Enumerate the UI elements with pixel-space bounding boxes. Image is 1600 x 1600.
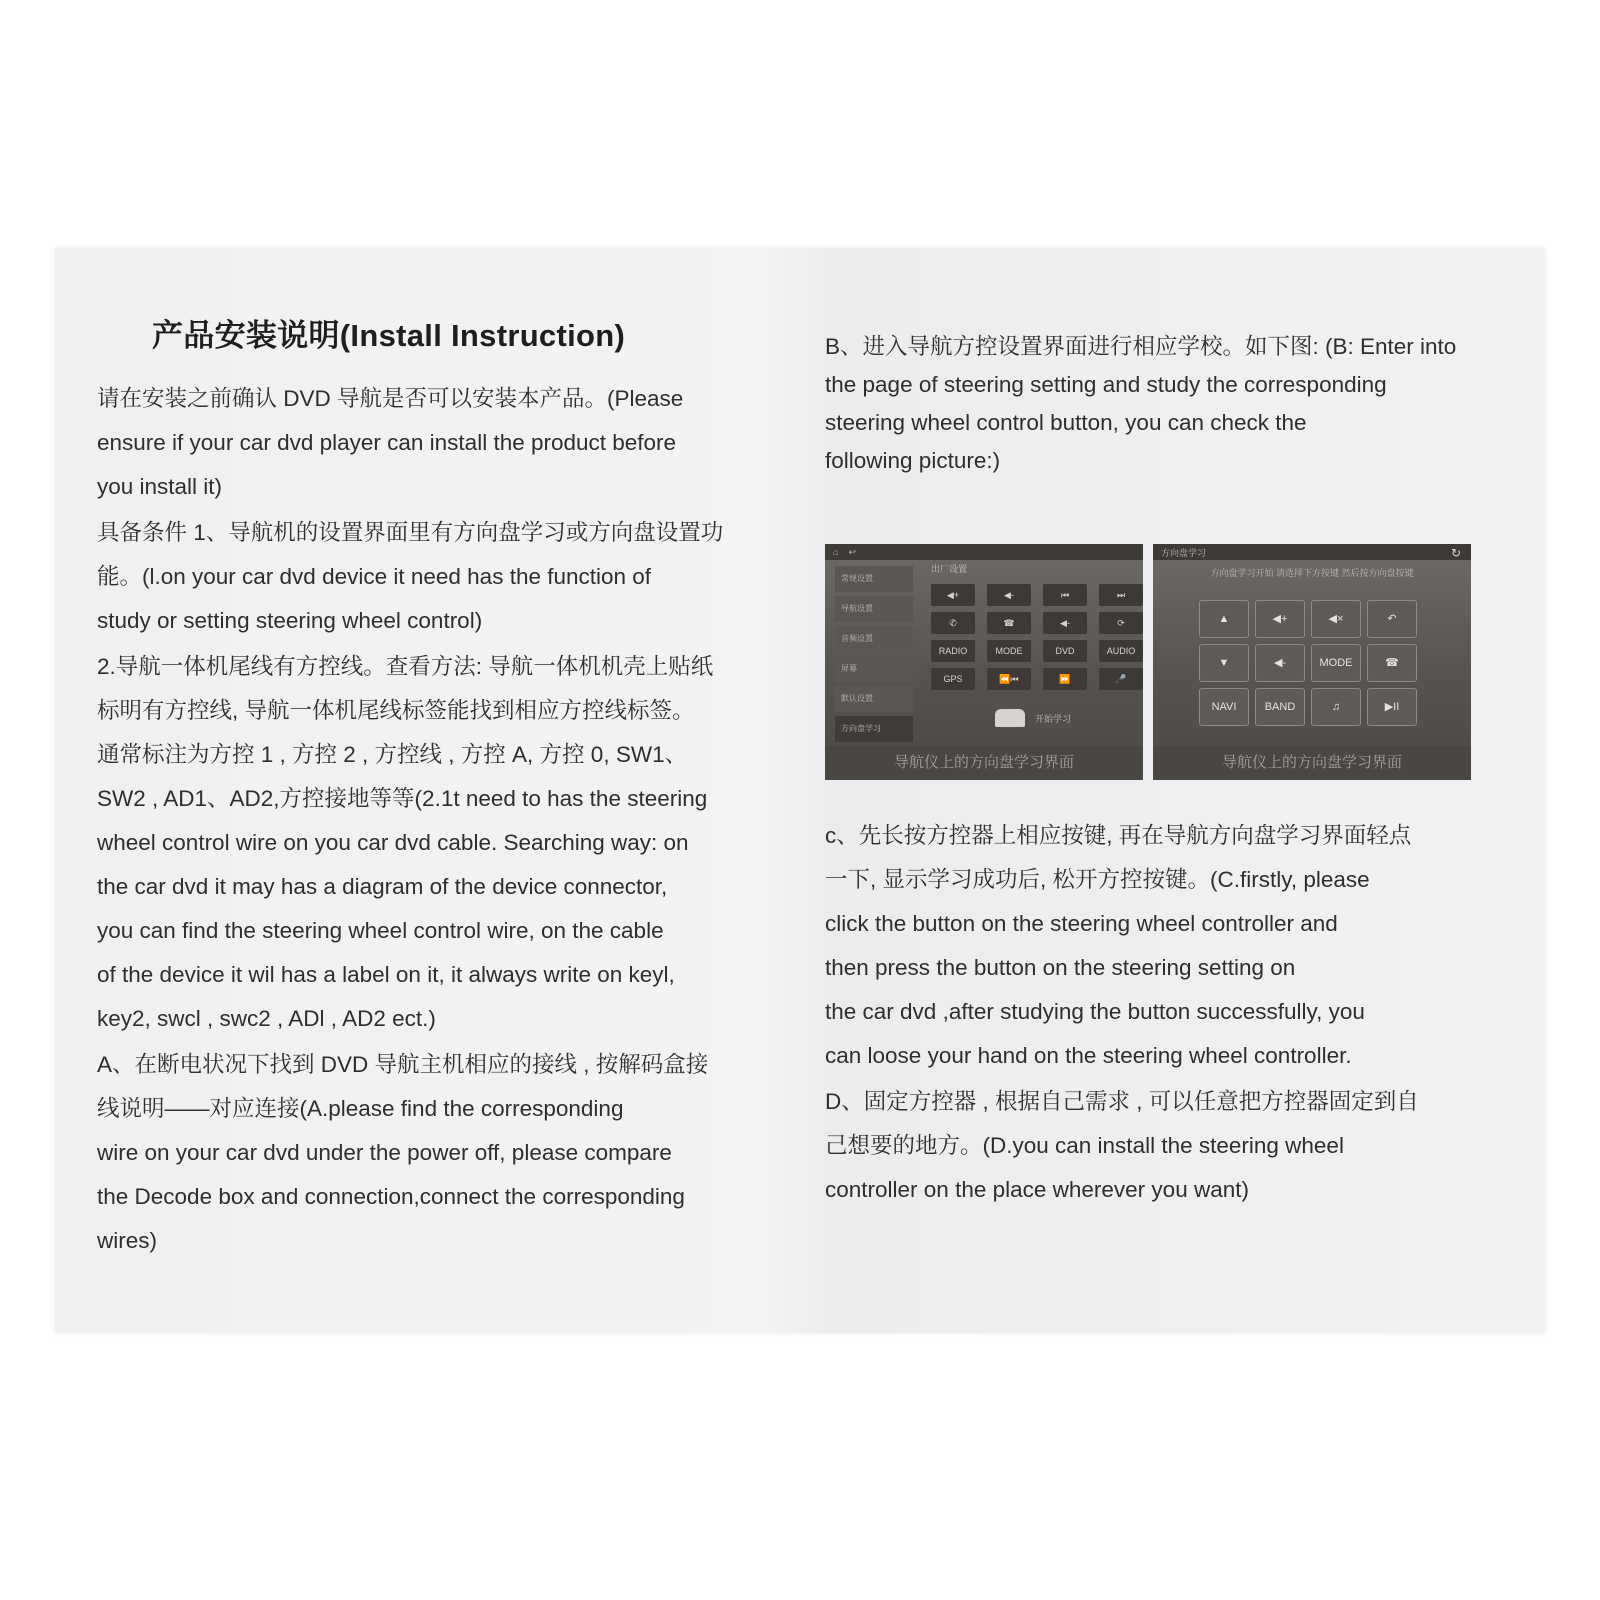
- menu-item: 默认设置: [835, 686, 913, 712]
- text-line: 标明有方控线, 导航一体机尾线标签能找到相应方控线标签。: [97, 698, 695, 723]
- status-bar: [1153, 544, 1471, 560]
- para-step-b: [825, 328, 1495, 480]
- learning-screen-image: [1153, 544, 1471, 780]
- key: ◀+: [931, 584, 975, 606]
- key: NAVI: [1199, 688, 1249, 726]
- key: ♫: [1311, 688, 1361, 726]
- screenshot-pair: [825, 544, 1495, 780]
- left-column: [97, 310, 747, 1263]
- text-line: SW2 , AD1、AD2,方控接地等等(2.1t need to has the steering: [97, 786, 708, 811]
- status-bar: [825, 544, 1143, 560]
- key: ⏮: [1043, 584, 1087, 606]
- menu-item: 常规设置: [835, 566, 913, 592]
- key: 🎤: [1099, 668, 1143, 690]
- right-column: [825, 328, 1495, 1212]
- text-line: you install it): [97, 474, 223, 499]
- text-line: 通常标注为方控 1 , 方控 2 , 方控线 , 方控 A, 方控 0, SW1、: [97, 742, 688, 767]
- menu-item: 屏幕: [835, 656, 913, 682]
- text-line: D、固定方控器 , 根据自己需求 , 可以任意把方控器固定到自: [825, 1089, 1419, 1114]
- text-line: then press the button on the steering setting on: [825, 955, 1296, 980]
- text-line: 一下, 显示学习成功后, 松开方控按键。(C.firstly, please: [825, 867, 1370, 892]
- home-icon: ⌂: [833, 547, 839, 557]
- text-line: c、先长按方控器上相应按键, 再在导航方向盘学习界面轻点: [825, 823, 1412, 848]
- text-line: key2, swcl , swc2 , ADl , AD2 ect.): [97, 1006, 436, 1031]
- para-step-c: [825, 814, 1495, 1078]
- key: MODE: [1311, 644, 1361, 682]
- text-line: 2.导航一体机尾线有方控线。查看方法: 导航一体机机壳上贴纸: [97, 654, 714, 679]
- text-line: 具备条件 1、导航机的设置界面里有方向盘学习或方向盘设置功: [97, 520, 724, 545]
- key: ☎: [987, 612, 1031, 634]
- para-condition-2: [97, 645, 747, 1041]
- text-line: the car dvd it may has a diagram of the device connector,: [97, 874, 668, 899]
- key: ◀×: [1311, 600, 1361, 638]
- text-line: 线说明——对应连接(A.please find the corresponding: [97, 1096, 624, 1121]
- para-condition-1: [97, 511, 747, 643]
- menu-item: 音频设置: [835, 626, 913, 652]
- text-line: following picture:): [825, 448, 1001, 473]
- text-line: 能。(l.on your car dvd device it need has the function of: [97, 564, 652, 589]
- text-line: B、进入导航方控设置界面进行相应学校。如下图: (B: Enter into: [825, 334, 1457, 359]
- text-line: 请在安装之前确认 DVD 导航是否可以安装本产品。(Please: [97, 386, 684, 411]
- key: RADIO: [931, 640, 975, 662]
- key: ◀-: [1043, 612, 1087, 634]
- refresh-icon: ↻: [1450, 546, 1461, 560]
- key: GPS: [931, 668, 975, 690]
- text-line: controller on the place wherever you want): [825, 1177, 1249, 1202]
- key: DVD: [1043, 640, 1087, 662]
- text-line: the page of steering setting and study the corresponding: [825, 372, 1387, 397]
- key: ◀+: [1255, 600, 1305, 638]
- key: ◀-: [1255, 644, 1305, 682]
- key: ⏭: [1099, 584, 1143, 606]
- key-grid: [931, 584, 1143, 690]
- text-line: wheel control wire on you car dvd cable. Searching way: on: [97, 830, 689, 855]
- key: ▲: [1199, 600, 1249, 638]
- key: ▼: [1199, 644, 1249, 682]
- key: ⏩: [1043, 668, 1087, 690]
- text-line: 己想要的地方。(D.you can install the steering wheel: [825, 1133, 1344, 1158]
- text-line: can loose your hand on the steering wheel controller.: [825, 1043, 1352, 1068]
- settings-menu: [835, 566, 913, 746]
- screen-subtitle: 方向盘学习开始 请选择下方按键 然后按方向盘按键: [1210, 568, 1414, 578]
- text-line: of the device it wil has a label on it, it always write on keyl,: [97, 962, 675, 987]
- text-line: wires): [97, 1228, 157, 1253]
- settings-screen-image: [825, 544, 1143, 780]
- screen-caption: 导航仪上的方向盘学习界面: [1153, 746, 1471, 780]
- menu-item-active: 方向盘学习: [835, 716, 913, 742]
- text-line: you can find the steering wheel control wire, on the cable: [97, 918, 664, 943]
- key: ⏪⏮: [987, 668, 1031, 690]
- back-icon: ↩: [848, 546, 856, 557]
- page-title: 产品安装说明(Install Instruction): [152, 318, 626, 353]
- key: ☎: [1367, 644, 1417, 682]
- text-line: A、在断电状况下找到 DVD 导航主机相应的接线 , 按解码盒接: [97, 1052, 709, 1077]
- text-line: the car dvd ,after studying the button successfully, you: [825, 999, 1365, 1024]
- screen-label: 方向盘学习: [1161, 547, 1207, 558]
- para-ensure: [97, 377, 747, 509]
- key: ▶II: [1367, 688, 1417, 726]
- key: ↶: [1367, 600, 1417, 638]
- text-line: click the button on the steering wheel controller and: [825, 911, 1338, 936]
- text-line: ensure if your car dvd player can install the product before: [97, 430, 677, 455]
- key-grid: [1199, 600, 1417, 726]
- key: MODE: [987, 640, 1031, 662]
- instruction-sheet: [55, 248, 1545, 1333]
- screen-caption: 导航仪上的方向盘学习界面: [825, 746, 1143, 780]
- para-step-d: [825, 1080, 1495, 1212]
- key: AUDIO: [1099, 640, 1143, 662]
- text-line: study or setting steering wheel control): [97, 608, 483, 633]
- key: BAND: [1255, 688, 1305, 726]
- para-step-a: [97, 1043, 747, 1263]
- car-icon: [995, 709, 1025, 727]
- key: ✆: [931, 612, 975, 634]
- text-line: wire on your car dvd under the power off, please compare: [97, 1140, 672, 1165]
- key: ⟳: [1099, 612, 1143, 634]
- car-label: 开始学习: [1035, 714, 1072, 724]
- screen-label: 出厂设置: [931, 564, 968, 574]
- text-line: the Decode box and connection,connect the corresponding: [97, 1184, 685, 1209]
- key: ◀-: [987, 584, 1031, 606]
- text-line: steering wheel control button, you can check the: [825, 410, 1307, 435]
- menu-item: 导航设置: [835, 596, 913, 622]
